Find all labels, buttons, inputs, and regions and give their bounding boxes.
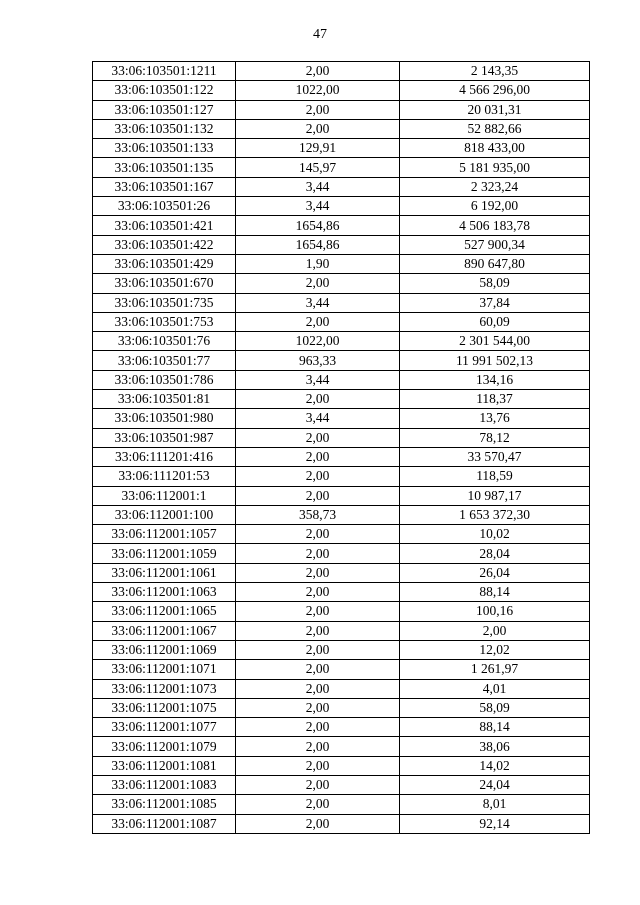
- cadastral-number-cell: 33:06:112001:100: [93, 505, 236, 524]
- area-cell: 3,44: [236, 370, 400, 389]
- area-cell: 2,00: [236, 390, 400, 409]
- value-cell: 818 433,00: [400, 139, 590, 158]
- area-cell: 2,00: [236, 544, 400, 563]
- cadastral-number-cell: 33:06:112001:1085: [93, 795, 236, 814]
- table-row: [93, 158, 590, 177]
- table-row: [93, 544, 590, 563]
- area-cell: 1022,00: [236, 81, 400, 100]
- cadastral-number-cell: 33:06:103501:753: [93, 312, 236, 331]
- table-row: [93, 81, 590, 100]
- value-cell: 4 506 183,78: [400, 216, 590, 235]
- value-cell: 2 301 544,00: [400, 332, 590, 351]
- value-cell: 4 566 296,00: [400, 81, 590, 100]
- table-row: [93, 312, 590, 331]
- area-cell: 3,44: [236, 293, 400, 312]
- cadastral-number-cell: 33:06:103501:1211: [93, 62, 236, 81]
- value-cell: 58,09: [400, 274, 590, 293]
- cadastral-number-cell: 33:06:103501:127: [93, 100, 236, 119]
- table-row: [93, 351, 590, 370]
- area-cell: 963,33: [236, 351, 400, 370]
- cadastral-number-cell: 33:06:112001:1063: [93, 583, 236, 602]
- table-row: [93, 177, 590, 196]
- value-cell: 1 653 372,30: [400, 505, 590, 524]
- value-cell: 14,02: [400, 756, 590, 775]
- area-cell: 2,00: [236, 775, 400, 794]
- table-row: [93, 621, 590, 640]
- cadastral-number-cell: 33:06:112001:1081: [93, 756, 236, 775]
- cadastral-number-cell: 33:06:103501:76: [93, 332, 236, 351]
- area-cell: 2,00: [236, 312, 400, 331]
- cadastral-number-cell: 33:06:111201:53: [93, 467, 236, 486]
- table-row: [93, 775, 590, 794]
- table-row: [93, 370, 590, 389]
- table-row: [93, 100, 590, 119]
- cadastral-number-cell: 33:06:103501:167: [93, 177, 236, 196]
- value-cell: 26,04: [400, 563, 590, 582]
- table-row: [93, 409, 590, 428]
- area-cell: 2,00: [236, 525, 400, 544]
- page-number: 47: [313, 27, 327, 42]
- value-cell: 33 570,47: [400, 447, 590, 466]
- table-row: [93, 737, 590, 756]
- area-cell: 2,00: [236, 100, 400, 119]
- table-row: [93, 525, 590, 544]
- area-cell: 2,00: [236, 795, 400, 814]
- cadastral-number-cell: 33:06:103501:135: [93, 158, 236, 177]
- value-cell: 4,01: [400, 679, 590, 698]
- cadastral-number-cell: 33:06:112001:1075: [93, 698, 236, 717]
- cadastral-number-cell: 33:06:103501:422: [93, 235, 236, 254]
- cadastral-number-cell: 33:06:103501:670: [93, 274, 236, 293]
- value-cell: 88,14: [400, 718, 590, 737]
- table-row: [93, 602, 590, 621]
- table-row: [93, 390, 590, 409]
- area-cell: 129,91: [236, 139, 400, 158]
- table-row: [93, 640, 590, 659]
- table-row: [93, 119, 590, 138]
- area-cell: 2,00: [236, 737, 400, 756]
- cadastral-number-cell: 33:06:112001:1: [93, 486, 236, 505]
- cadastral-number-cell: 33:06:112001:1071: [93, 660, 236, 679]
- table-row: [93, 660, 590, 679]
- area-cell: 2,00: [236, 621, 400, 640]
- value-cell: 6 192,00: [400, 197, 590, 216]
- area-cell: 1022,00: [236, 332, 400, 351]
- table-row: [93, 428, 590, 447]
- area-cell: 2,00: [236, 814, 400, 833]
- table-row: [93, 216, 590, 235]
- area-cell: 2,00: [236, 698, 400, 717]
- area-cell: 2,00: [236, 583, 400, 602]
- cadastral-number-cell: 33:06:112001:1079: [93, 737, 236, 756]
- table-row: [93, 274, 590, 293]
- cadastral-number-cell: 33:06:103501:987: [93, 428, 236, 447]
- value-cell: 5 181 935,00: [400, 158, 590, 177]
- value-cell: 24,04: [400, 775, 590, 794]
- value-cell: 100,16: [400, 602, 590, 621]
- table-row: [93, 486, 590, 505]
- cadastral-number-cell: 33:06:103501:421: [93, 216, 236, 235]
- cadastral-number-cell: 33:06:111201:416: [93, 447, 236, 466]
- cadastral-number-cell: 33:06:112001:1059: [93, 544, 236, 563]
- table-row: [93, 254, 590, 273]
- area-cell: 3,44: [236, 409, 400, 428]
- value-cell: 38,06: [400, 737, 590, 756]
- value-cell: 10 987,17: [400, 486, 590, 505]
- cadastral-number-cell: 33:06:103501:132: [93, 119, 236, 138]
- cadastral-number-cell: 33:06:112001:1083: [93, 775, 236, 794]
- cadastral-number-cell: 33:06:112001:1067: [93, 621, 236, 640]
- area-cell: 2,00: [236, 274, 400, 293]
- cadastral-number-cell: 33:06:112001:1087: [93, 814, 236, 833]
- table-row: [93, 235, 590, 254]
- table-row: [93, 332, 590, 351]
- area-cell: 1,90: [236, 254, 400, 273]
- area-cell: 2,00: [236, 756, 400, 775]
- cadastral-number-cell: 33:06:103501:980: [93, 409, 236, 428]
- value-cell: 11 991 502,13: [400, 351, 590, 370]
- area-cell: 145,97: [236, 158, 400, 177]
- area-cell: 2,00: [236, 467, 400, 486]
- cadastral-number-cell: 33:06:103501:786: [93, 370, 236, 389]
- table-row: [93, 293, 590, 312]
- value-cell: 37,84: [400, 293, 590, 312]
- table-row: [93, 447, 590, 466]
- value-cell: 890 647,80: [400, 254, 590, 273]
- cadastral-number-cell: 33:06:112001:1073: [93, 679, 236, 698]
- value-cell: 13,76: [400, 409, 590, 428]
- value-cell: 2 323,24: [400, 177, 590, 196]
- cadastral-number-cell: 33:06:112001:1077: [93, 718, 236, 737]
- area-cell: 2,00: [236, 119, 400, 138]
- area-cell: 2,00: [236, 718, 400, 737]
- value-cell: 134,16: [400, 370, 590, 389]
- value-cell: 527 900,34: [400, 235, 590, 254]
- table-row: [93, 62, 590, 81]
- cadastral-number-cell: 33:06:103501:735: [93, 293, 236, 312]
- cadastral-number-cell: 33:06:112001:1065: [93, 602, 236, 621]
- table-row: [93, 139, 590, 158]
- cadastral-number-cell: 33:06:103501:26: [93, 197, 236, 216]
- table-row: [93, 698, 590, 717]
- table-row: [93, 679, 590, 698]
- table-row: [93, 467, 590, 486]
- table-row: [93, 583, 590, 602]
- area-cell: 3,44: [236, 197, 400, 216]
- cadastral-number-cell: 33:06:103501:77: [93, 351, 236, 370]
- area-cell: 2,00: [236, 447, 400, 466]
- cadastral-number-cell: 33:06:112001:1057: [93, 525, 236, 544]
- area-cell: 1654,86: [236, 216, 400, 235]
- value-cell: 52 882,66: [400, 119, 590, 138]
- data-table: [92, 61, 590, 834]
- value-cell: 2 143,35: [400, 62, 590, 81]
- area-cell: 2,00: [236, 563, 400, 582]
- area-cell: 2,00: [236, 640, 400, 659]
- value-cell: 92,14: [400, 814, 590, 833]
- table-row: [93, 197, 590, 216]
- value-cell: 78,12: [400, 428, 590, 447]
- area-cell: 2,00: [236, 679, 400, 698]
- cadastral-number-cell: 33:06:103501:133: [93, 139, 236, 158]
- table-row: [93, 814, 590, 833]
- table-row: [93, 756, 590, 775]
- area-cell: 358,73: [236, 505, 400, 524]
- area-cell: 3,44: [236, 177, 400, 196]
- table-row: [93, 505, 590, 524]
- area-cell: 2,00: [236, 486, 400, 505]
- value-cell: 58,09: [400, 698, 590, 717]
- cadastral-number-cell: 33:06:103501:81: [93, 390, 236, 409]
- table-row: [93, 795, 590, 814]
- value-cell: 28,04: [400, 544, 590, 563]
- area-cell: 2,00: [236, 62, 400, 81]
- cadastral-number-cell: 33:06:103501:429: [93, 254, 236, 273]
- table-row: [93, 718, 590, 737]
- value-cell: 118,37: [400, 390, 590, 409]
- value-cell: 1 261,97: [400, 660, 590, 679]
- table-row: [93, 563, 590, 582]
- value-cell: 60,09: [400, 312, 590, 331]
- area-cell: 1654,86: [236, 235, 400, 254]
- cadastral-number-cell: 33:06:103501:122: [93, 81, 236, 100]
- value-cell: 10,02: [400, 525, 590, 544]
- value-cell: 88,14: [400, 583, 590, 602]
- value-cell: 2,00: [400, 621, 590, 640]
- value-cell: 20 031,31: [400, 100, 590, 119]
- value-cell: 8,01: [400, 795, 590, 814]
- value-cell: 118,59: [400, 467, 590, 486]
- table-body: [93, 62, 590, 834]
- value-cell: 12,02: [400, 640, 590, 659]
- area-cell: 2,00: [236, 602, 400, 621]
- cadastral-number-cell: 33:06:112001:1061: [93, 563, 236, 582]
- area-cell: 2,00: [236, 660, 400, 679]
- area-cell: 2,00: [236, 428, 400, 447]
- cadastral-number-cell: 33:06:112001:1069: [93, 640, 236, 659]
